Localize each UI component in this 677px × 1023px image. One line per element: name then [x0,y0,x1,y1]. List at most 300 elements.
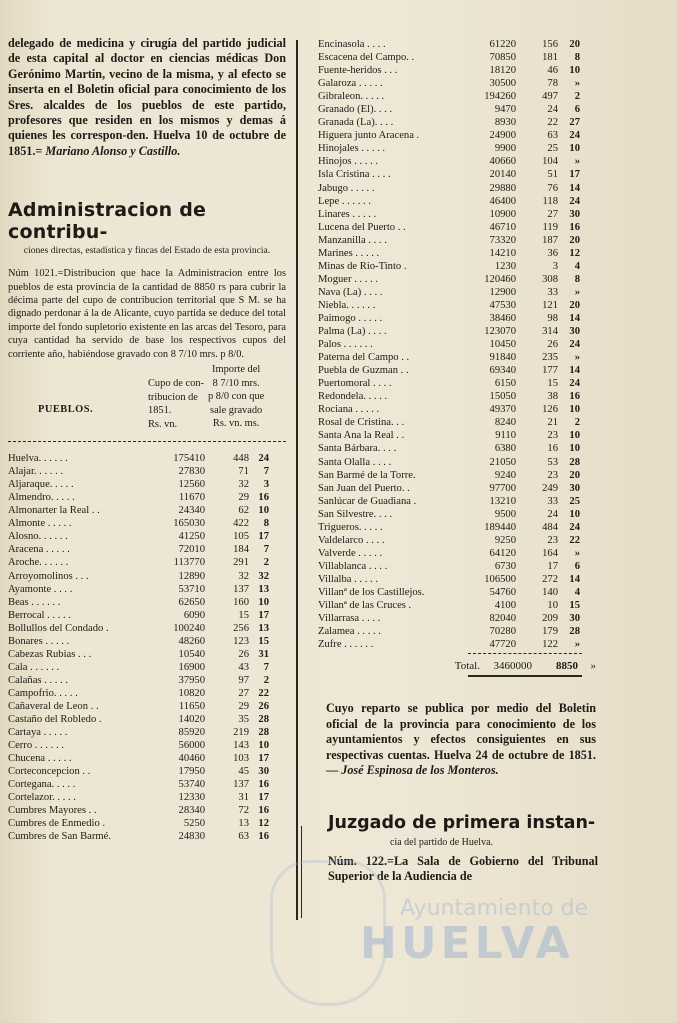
importe-rs: 179 [542,626,558,638]
importe-rs: 105 [233,531,249,543]
importe-ms: 10 [258,740,269,752]
importe-ms: 2 [574,417,580,429]
importe-rs: 27 [238,687,249,699]
importe-ms: 10 [569,65,580,77]
importe-ms: 13 [258,622,269,634]
juzgado-paragraph: Núm. 122.=La Sala de Gobierno del Tribunal Superior de la Audiencia de [328,853,598,884]
pueblo-name: Ayamonte . . . . [8,583,73,595]
cupo-value: 62650 [178,596,205,608]
importe-ms: 30 [569,482,580,494]
cupo-value: 54760 [489,586,516,598]
importe-rs: 25 [547,143,558,155]
pueblo-name: Paimogo . . . . . [318,312,383,324]
importe-rs: 164 [542,547,558,559]
importe-rs: 35 [238,714,249,726]
cupo-value: 40460 [178,753,205,765]
cupo-value: 10900 [489,208,516,220]
importe-rs: 137 [233,583,249,595]
table-row [318,416,602,429]
importe-rs: 21 [547,417,558,429]
importe-ms: 17 [258,753,269,765]
table-row [8,778,286,791]
cupo-value: 20140 [489,169,516,181]
importe-ms: 4 [574,260,580,272]
importe-ms: 20 [569,299,580,311]
table-row [318,77,602,90]
cupo-value: 10540 [178,648,205,660]
importe-ms: 26 [258,700,269,712]
pueblo-name: Corteconcepcion . . [8,766,91,778]
section-subtitle-juzgado: cia del partido de Huelva. [390,836,494,848]
pueblo-name: Rosal de Cristina. . . [318,417,405,429]
cupo-value: 106500 [484,573,516,585]
table-row [318,38,602,51]
cupo-value: 189440 [484,521,516,533]
table-row [8,830,286,843]
importe-rs: 15 [547,378,558,390]
importe-rs: 118 [542,195,558,207]
table-row [318,168,602,181]
importe-ms: 31 [258,648,269,660]
importe-ms: 10 [258,505,269,517]
table-row [318,247,602,260]
importe-ms: 16 [258,779,269,791]
table-row [8,583,286,596]
pueblo-name: Zalamea . . . . . [318,626,381,638]
pueblo-name: Alosno. . . . . . [8,531,68,543]
pueblo-name: Almonte . . . . . [8,518,72,530]
table-row [318,234,602,247]
importe-ms: 16 [258,805,269,817]
pueblo-name: Santa Ana la Real . . [318,430,405,442]
cupo-value: 46710 [489,221,516,233]
pueblo-name: Lepe . . . . . . [318,195,371,207]
importe-ms: 20 [569,234,580,246]
importe-rs: 32 [238,479,249,491]
table-row [318,560,602,573]
importe-ms: 28 [569,456,580,468]
cupo-value: 91840 [489,352,516,364]
cupo-value: 27830 [178,466,205,478]
cupo-value: 12560 [178,479,205,491]
column-divider [296,40,298,920]
table-row [8,530,286,543]
importe-rs: 308 [542,273,558,285]
cupo-value: 24340 [178,505,205,517]
table-row [8,817,286,830]
table-row [318,325,602,338]
cupo-value: 9110 [495,430,516,442]
table-row [318,508,602,521]
importe-ms: 17 [258,609,269,621]
table-row [8,478,286,491]
cupo-value: 24830 [178,831,205,843]
table-row [318,208,602,221]
total-label: Total. [454,660,480,673]
importe-rs: 71 [238,466,249,478]
cupo-value: 46400 [489,195,516,207]
pueblo-name: Cabezas Rubias . . . [8,648,92,660]
importe-ms: 16 [258,492,269,504]
importe-line-2: 8 7/10 mrs. [212,377,260,389]
table-row [8,609,286,622]
pueblo-name: Manzanilla . . . . [318,234,387,246]
intro-paragraph [8,36,286,159]
importe-rs: 97 [238,674,249,686]
pueblo-name: Valdelarco . . . . [318,534,385,546]
cupo-value: 70850 [489,52,516,64]
importe-ms: 17 [258,792,269,804]
pueblo-name: Niebla. . . . . . [318,299,376,311]
cupo-value: 165030 [173,518,205,530]
importe-ms: 25 [569,495,580,507]
importe-rs: 177 [542,365,558,377]
left-column [8,36,286,844]
total-cupo: 3460000 [493,660,532,673]
table-row [318,299,602,312]
pueblo-name: Campofrio. . . . . [8,687,78,699]
importe-ms: 10 [569,443,580,455]
pueblo-name: Cartaya . . . . . [8,727,68,739]
pueblo-name: Higuera junto Aracena . [318,130,420,142]
pueblo-name: Puertomoral . . . . [318,378,392,390]
intro-signature: Mariano Alonso y Castillo. [45,143,181,158]
table-row [8,517,286,530]
importe-rs: 181 [542,52,558,64]
importe-rs: 219 [233,727,249,739]
pueblo-name: Nava (La) . . . . [318,286,383,298]
cupo-value: 82040 [489,613,516,625]
watermark-line2: HUELVA [360,918,574,969]
importe-rs: 78 [547,78,558,90]
table-row [8,491,286,504]
cupo-value: 9240 [494,469,516,481]
importe-ms: 28 [569,626,580,638]
cupo-value: 6150 [494,378,516,390]
watermark-line1: Ayuntamiento de [400,896,589,921]
cupo-value: 72010 [178,544,205,556]
reparto-signature: José Espinosa de los Monteros. [341,763,499,778]
importe-ms: » [574,352,580,364]
importe-rs: 104 [542,156,558,168]
importe-rs: 46 [547,65,558,77]
table-row [8,700,286,713]
pueblo-name: Calañas . . . . . [8,674,69,686]
pueblo-name: Moguer . . . . . [318,273,379,285]
importe-ms: » [574,156,580,168]
cupo-value: 38460 [489,312,516,324]
pueblo-name: Arroyomolinos . . . [8,570,89,582]
cupo-value: 6090 [183,609,205,621]
pueblo-name: Santa Olalla . . . . [318,456,392,468]
importe-rs: 256 [233,622,249,634]
importe-ms: 16 [569,391,580,403]
column-header-cupo [148,377,204,431]
pueblo-name: Fuente-heridos . . . [318,65,398,77]
table-row [318,64,602,77]
importe-rs: 31 [238,792,249,804]
table-row [8,465,286,478]
table-row [318,182,602,195]
importe-rs: 63 [238,831,249,843]
pueblo-name: Cumbres Mayores . . [8,805,97,817]
pueblo-name: Cala . . . . . . [8,661,60,673]
cupo-value: 85920 [178,727,205,739]
importe-ms: 28 [258,714,269,726]
importe-rs: 63 [547,130,558,142]
importe-ms: 27 [569,117,580,129]
pueblo-name: Chucena . . . . . [8,753,72,765]
importe-ms: 7 [263,466,269,478]
pueblo-name: Jabugo . . . . . [318,182,375,194]
table-row [8,648,286,661]
pueblo-name: Beas . . . . . . [8,596,61,608]
importe-rs: 26 [238,648,249,660]
table-row [318,312,602,325]
cupo-value: 53710 [178,583,205,595]
importe-rs: 10 [547,600,558,612]
importe-rs: 160 [233,596,249,608]
importe-ms: 10 [569,404,580,416]
cupo-value: 13210 [489,495,516,507]
importe-ms: 32 [258,570,269,582]
importe-ms: 12 [569,247,580,259]
importe-rs: 448 [233,453,249,465]
total-row [318,660,602,672]
importe-ms: 22 [569,534,580,546]
reparto-text: Cuyo reparto se publica por medio del Boletin oficial de la provincia para conocimiento de los ayuntamientos y efectos consiguientes en sus respectivas cuentas. Huelva 24 de octubre de 1851.— [326,701,596,778]
pueblo-name: Palos . . . . . . [318,339,373,351]
cupo-line-4: Rs. vn. [148,418,178,430]
pueblo-name: Aroche. . . . . . [8,557,69,569]
importe-ms: » [574,78,580,90]
cupo-value: 21050 [489,456,516,468]
importe-rs: 22 [547,117,558,129]
table-row [8,674,286,687]
cupo-value: 40660 [489,156,516,168]
importe-rs: 122 [542,639,558,651]
importe-rs: 24 [547,508,558,520]
total-importe: 8850 [556,660,578,673]
cupo-value: 9470 [494,104,516,116]
importe-line-5: Rs. vn. ms. [212,418,260,430]
importe-ms: 2 [263,674,269,686]
importe-ms: 17 [258,531,269,543]
pueblo-name: Aracena . . . . . [8,544,70,556]
pueblo-name: Villanª de las Cruces . [318,600,412,612]
table-row [318,103,602,116]
pueblo-name: Huelva. . . . . . [8,453,68,465]
cupo-value: 18120 [489,65,516,77]
pueblo-name: Bollullos del Condado . [8,622,109,634]
table-row [8,635,286,648]
importe-ms: 24 [569,130,580,142]
importe-rs: 15 [238,609,249,621]
pueblo-name: Villablanca . . . . [318,560,388,572]
pueblo-name: Rociana . . . . . [318,404,380,416]
pueblo-name: Zufre . . . . . . [318,639,374,651]
cupo-value: 15050 [489,391,516,403]
importe-rs: 249 [542,482,558,494]
cupo-value: 70280 [489,626,516,638]
table-row [318,351,602,364]
cupo-value: 123070 [484,326,516,338]
table-row [318,586,602,599]
importe-line-3: p 8/0 con que [208,391,265,403]
cupo-value: 47720 [489,639,516,651]
pueblo-name: Cerro . . . . . . [8,740,64,752]
pueblo-name: Santa Bárbara. . . . [318,443,397,455]
importe-rs: 33 [547,495,558,507]
pueblo-name: Castaño del Robledo . [8,714,102,726]
importe-ms: 24 [258,453,269,465]
importe-ms: 7 [263,661,269,673]
cupo-value: 194260 [484,91,516,103]
pueblo-name: Palma (La) . . . . [318,326,387,338]
importe-ms: 17 [569,169,580,181]
section-title-juzgado: Juzgado de primera instan- [328,812,596,833]
cupo-value: 9250 [494,534,516,546]
right-column [318,38,602,885]
cupo-value: 41250 [178,531,205,543]
pueblo-name: Berrocal . . . . . [8,609,71,621]
importe-ms: » [574,547,580,559]
cupo-value: 11670 [178,492,205,504]
pueblo-name: Linares . . . . . [318,208,377,220]
cupo-line-3: 1851. [148,405,172,417]
table-row [318,364,602,377]
importe-rs: 272 [542,573,558,585]
importe-ms: 24 [569,195,580,207]
importe-line-4: sale gravado [210,404,263,416]
table-row [318,456,602,469]
cupo-value: 37950 [178,674,205,686]
pueblo-name: Encinasola . . . . [318,39,386,50]
pueblo-name: Gibraleon. . . . . [318,91,385,103]
importe-ms: 10 [569,143,580,155]
pueblo-name: San Silvestre. . . . [318,508,393,520]
pueblo-name: Minas de Rio-Tinto . [318,260,407,272]
importe-rs: 98 [547,312,558,324]
pueblo-name: Almendro. . . . . [8,492,75,504]
importe-rs: 33 [547,286,558,298]
importe-rs: 184 [233,544,249,556]
importe-rs: 76 [547,182,558,194]
importe-ms: 15 [258,635,269,647]
pueblo-name: Villarrasa . . . . [318,613,381,625]
table-row [318,638,602,651]
cupo-value: 11650 [178,700,205,712]
table-row [8,556,286,569]
importe-rs: 27 [547,208,558,220]
table-row [318,377,602,390]
table-row [318,142,602,155]
importe-ms: 30 [569,326,580,338]
importe-rs: 72 [238,805,249,817]
importe-ms: 20 [569,39,580,50]
importe-rs: 17 [547,560,558,572]
importe-rs: 26 [547,339,558,351]
importe-rs: 484 [542,521,558,533]
importe-ms: 12 [258,818,269,830]
importe-ms: 10 [258,596,269,608]
table-row [8,543,286,556]
importe-rs: 23 [547,469,558,481]
table-row [318,273,602,286]
importe-ms: 2 [263,557,269,569]
pueblo-name: Valverde . . . . . [318,547,383,559]
table-row [318,286,602,299]
table-row [318,547,602,560]
pueblo-name: Cañaveral de Leon . . [8,700,99,712]
table-row [318,469,602,482]
table-row [318,403,602,416]
pueblo-name: Puebla de Guzman . . [318,365,409,377]
importe-rs: 143 [233,740,249,752]
importe-ms: 8 [263,518,269,530]
importe-ms: 10 [569,508,580,520]
importe-ms: 14 [569,573,580,585]
importe-rs: 23 [547,534,558,546]
table-row [8,504,286,517]
importe-ms: 20 [569,469,580,481]
importe-ms: 22 [258,687,269,699]
importe-rs: 137 [233,779,249,791]
table-row [8,713,286,726]
cupo-value: 14020 [178,714,205,726]
pueblo-name: Marines . . . . . [318,247,380,259]
reparto-paragraph [326,701,596,779]
importe-ms: 24 [569,378,580,390]
importe-ms: 30 [569,208,580,220]
table-row [318,521,602,534]
cupo-value: 12890 [178,570,205,582]
table-row [318,260,602,273]
cupo-value: 1230 [494,260,516,272]
importe-rs: 13 [238,818,249,830]
pueblo-name: Galaroza . . . . . [318,78,383,90]
importe-ms: 10 [569,430,580,442]
pueblo-name: Cumbres de Enmedio . [8,818,106,830]
pueblo-name: Trigueros. . . . . [318,521,383,533]
table-row [8,596,286,609]
importe-ms: 15 [569,600,580,612]
pueblo-name: Paterna del Campo . . [318,352,410,364]
cupo-value: 73320 [489,234,516,246]
pueblo-name: Sanlúcar de Guadiana . [318,495,417,507]
pueblo-name: Lucena del Puerto . . [318,221,406,233]
table-row [318,116,602,129]
table-row [318,129,602,142]
importe-ms: 6 [574,104,580,116]
importe-rs: 16 [547,443,558,455]
section-title-administracion: Administracion de contribu- [8,199,207,244]
total-rule [468,653,582,654]
cupo-value: 30500 [489,78,516,90]
importe-ms: 16 [258,831,269,843]
table-row [318,442,602,455]
importe-rs: 209 [542,613,558,625]
importe-rs: 62 [238,505,249,517]
table-row [318,482,602,495]
cupo-value: 29880 [489,182,516,194]
pueblo-name: Villalba . . . . . [318,573,378,585]
importe-ms: » [574,639,580,651]
pueblo-name: Hinojales . . . . . [318,143,386,155]
table-header [8,361,286,439]
table-row [8,661,286,674]
pueblo-name: San Juan del Puerto. . [318,482,410,494]
